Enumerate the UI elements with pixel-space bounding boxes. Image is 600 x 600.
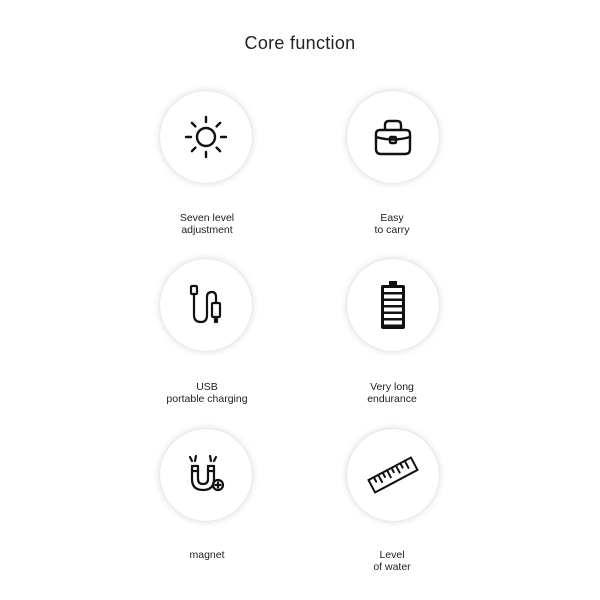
feature-label-brightness: Seven level adjustment xyxy=(179,212,235,236)
ruler-icon xyxy=(366,448,420,502)
battery-icon xyxy=(373,279,413,331)
feature-label-magnet: magnet xyxy=(189,549,225,561)
feature-label-portable: Easy to carry xyxy=(374,212,410,236)
feature-circle-brightness xyxy=(160,91,252,183)
feature-label-usb: USB portable charging xyxy=(166,381,248,405)
page-title: Core function xyxy=(244,33,356,53)
feature-circle-magnet xyxy=(160,429,252,521)
feature-circle-battery xyxy=(347,259,439,351)
feature-circle-portable xyxy=(347,91,439,183)
magnet-icon xyxy=(183,452,229,498)
handbag-icon xyxy=(371,115,415,159)
usb-cable-icon xyxy=(182,281,230,329)
feature-circle-usb xyxy=(160,259,252,351)
feature-circle-level xyxy=(347,429,439,521)
sun-icon xyxy=(183,114,229,160)
feature-label-level: Level of water xyxy=(373,549,411,573)
feature-label-battery: Very long endurance xyxy=(367,381,417,405)
